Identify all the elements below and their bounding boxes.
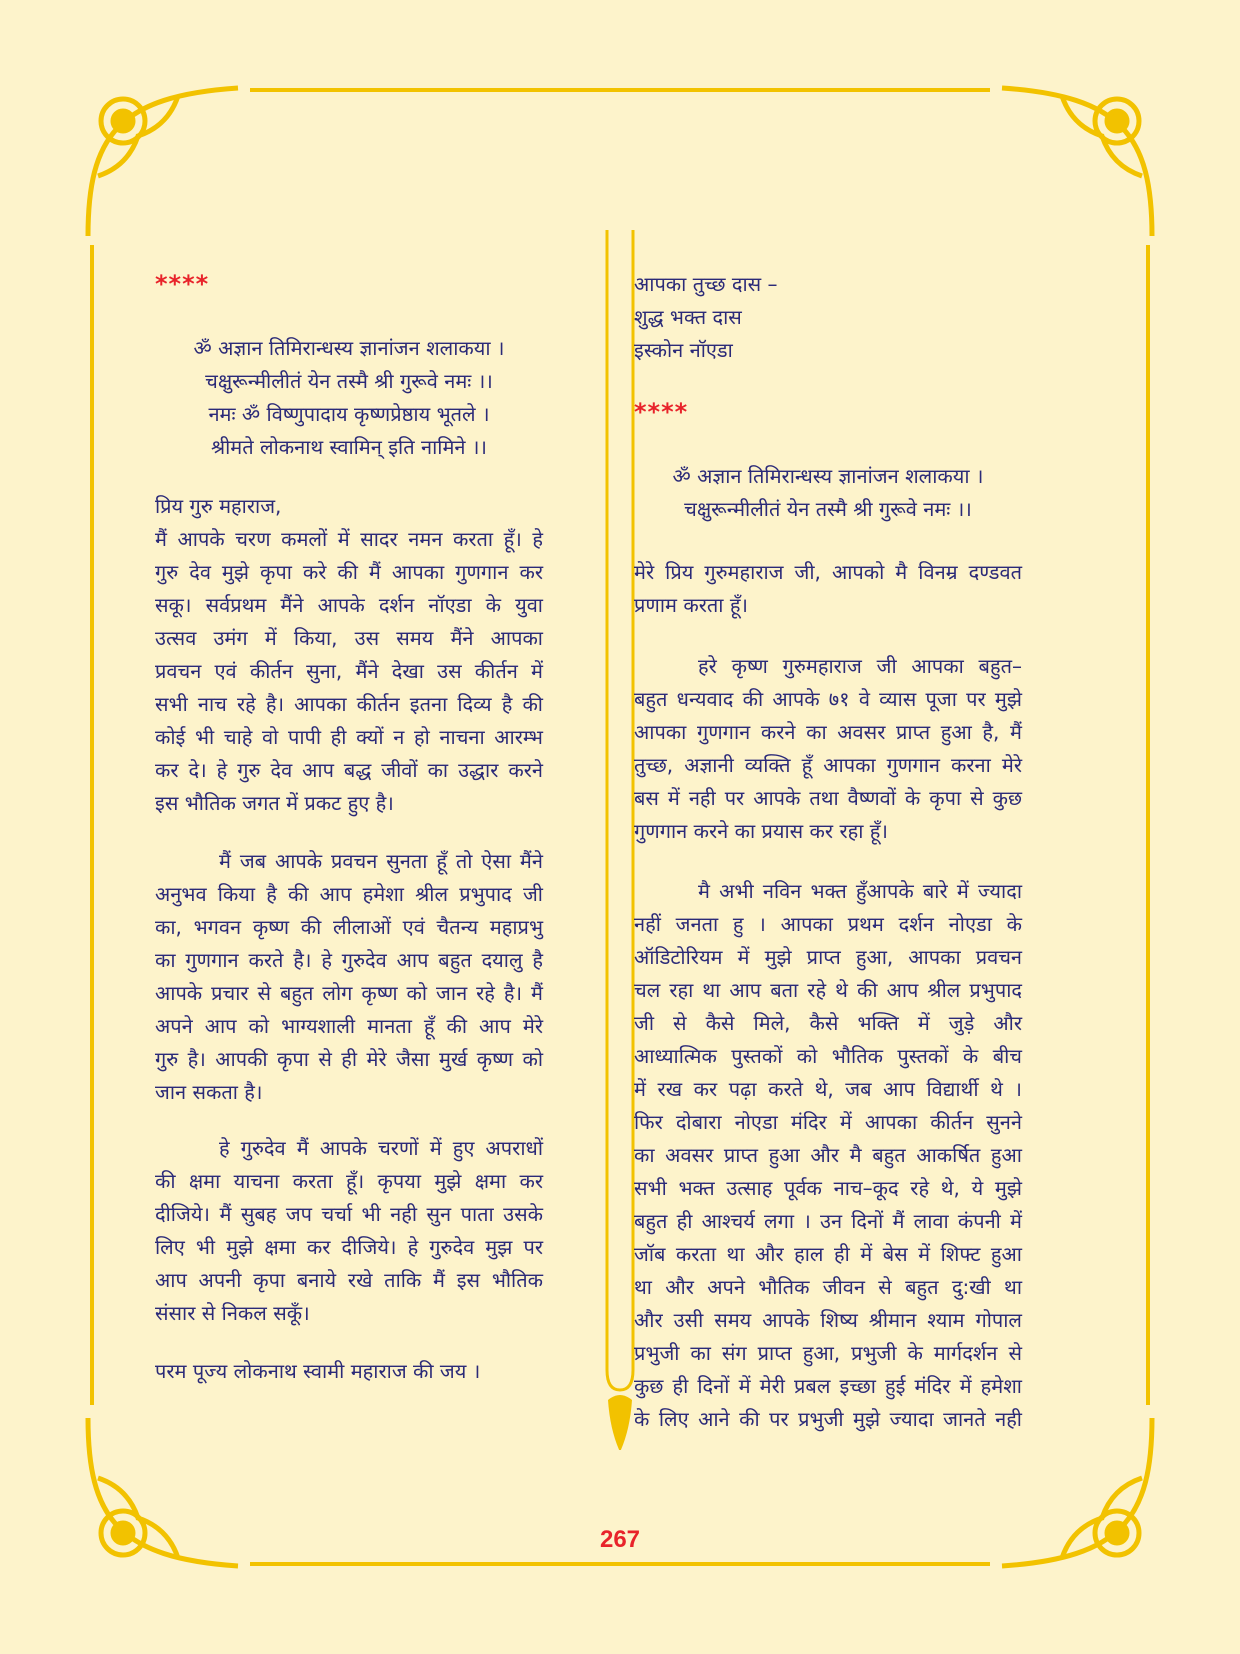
text-line: हरे कृष्ण गुरुमहाराज जी आपका बहुत– xyxy=(698,654,1022,678)
text-line: कर दे। हे गुरु देव आप बद्ध जीवों का उद्धार करने xyxy=(155,758,543,782)
text-line: ऑडिटोरियम में मुझे प्राप्त हुआ, आपका प्रवचन xyxy=(634,945,1022,969)
section-separator xyxy=(634,396,1022,429)
text-line: सभी भक्त उत्साह पूर्वक नाच–कूद रहे थे, ये मुझे xyxy=(634,1176,1022,1200)
text-line: कोई भी चाहे वो पापी ही क्यों न हो नाचना आरम्भ xyxy=(155,725,543,749)
text-line: के लिए आने की पर प्रभुजी मुझे ज्यादा जानते नही xyxy=(634,1407,1022,1431)
text-line: इस भौतिक जगत में प्रकट हुए है। xyxy=(155,791,394,815)
text-line: मैं जब आपके प्रवचन सुनता हूँ तो ऐसा मैंने xyxy=(219,849,543,873)
paragraph xyxy=(634,650,1022,848)
paragraph xyxy=(155,1355,543,1388)
text-line: अनुभव किया है की आप हमेशा श्रील प्रभुपाद जी xyxy=(155,882,543,906)
text-line: आपका तुच्छ दास – xyxy=(634,272,778,296)
text-line: चल रहा था आप बता रहे थे की आप श्रील प्रभुपाद xyxy=(634,978,1022,1002)
text-line: का अवसर प्राप्त हुआ और मै बहुत आकर्षित हुआ xyxy=(634,1143,1022,1167)
stars-separator: **** xyxy=(634,398,689,426)
text-line: था और अपने भौतिक जीवन से बहुत दु:खी था xyxy=(634,1275,1022,1299)
page-number: 267 xyxy=(599,1526,641,1553)
shloka xyxy=(634,460,1022,526)
shloka xyxy=(155,332,543,464)
corner-ornament-icon xyxy=(992,76,1162,246)
text-line: शुद्ध भक्त दास xyxy=(634,305,742,329)
text-line: संसार से निकल सकूँ। xyxy=(155,1301,310,1325)
text-line: आपका गुणगान करने का अवसर प्राप्त हुआ है, मैं xyxy=(634,720,1022,744)
text-line: जॉब करता था और हाल ही में बेस में शिफ्ट हुआ xyxy=(634,1242,1022,1266)
text-line: ॐ अज्ञान तिमिरान्धस्य ज्ञानांजन शलाकया । xyxy=(193,336,505,360)
text-line: हे गुरुदेव मैं आपके चरणों में हुए अपराधों xyxy=(219,1136,543,1160)
text-line: आध्यात्मिक पुस्तकों को भौतिक पुस्तकों के बीच xyxy=(634,1044,1022,1068)
text-line: मै अभी नविन भक्त हुँआपके बारे में ज्यादा xyxy=(698,879,1022,903)
paragraph xyxy=(634,268,1022,367)
text-line: जी से कैसे मिले, कैसे भक्ति में जुड़े और xyxy=(634,1011,1022,1035)
text-line: बहुत धन्यवाद की आपके ७१ वे व्यास पूजा पर मुझे xyxy=(634,687,1022,711)
text-line: चक्षुरून्मीलीतं येन तस्मै श्री गुरूवे नमः ।। xyxy=(205,369,493,393)
text-line: कुछ ही दिनों में मेरी प्रबल इच्छा हुई मंदिर में हमेशा xyxy=(634,1374,1022,1398)
section-separator xyxy=(155,268,543,301)
text-line: प्रवचन एवं कीर्तन सुना, मैंने देखा उस कीर्तन में xyxy=(155,659,543,683)
bottom-border xyxy=(250,1562,990,1566)
text-line: और उसी समय आपके शिष्य श्रीमान श्याम गोपाल xyxy=(634,1308,1022,1332)
paragraph xyxy=(634,875,1022,1436)
text-line: श्रीमते लोकनाथ स्वामिन् इति नामिने ।। xyxy=(210,435,488,459)
text-line: का गुणगान करते है। हे गुरुदेव आप बहुत दयालु है xyxy=(155,948,543,972)
text-line: लिए भी मुझे क्षमा कर दीजिये। हे गुरुदेव मुझ पर xyxy=(155,1235,543,1259)
text-line: अपने आप को भाग्यशाली मानता हूँ की आप मेरे xyxy=(155,1014,543,1038)
text-line: आपके प्रचार से बहुत लोग कृष्ण को जान रहे है। मैं xyxy=(155,981,543,1005)
text-line: बहुत ही आश्चर्य लगा । उन दिनों मैं लावा कंपनी में xyxy=(634,1209,1022,1233)
text-line: बस में नही पर आपके तथा वैष्णवों के कृपा से कुछ xyxy=(634,786,1022,810)
text-line: ॐ अज्ञान तिमिरान्धस्य ज्ञानांजन शलाकया । xyxy=(672,464,984,488)
text-line: नमः ॐ विष्णुपादाय कृष्णप्रेष्ठाय भूतले । xyxy=(208,402,490,426)
text-line: की क्षमा याचना करता हूँ। कृपया मुझे क्षमा कर xyxy=(155,1169,543,1193)
text-line: में रख कर पढ़ा करते थे, जब आप विद्यार्थी थे । xyxy=(634,1077,1022,1101)
text-line: गुणगान करने का प्रयास कर रहा हूँ। xyxy=(634,819,888,843)
text-line: जान सकता है। xyxy=(155,1080,263,1104)
text-line: प्रिय गुरु महाराज, xyxy=(155,494,282,518)
text-line: मैं आपके चरण कमलों में सादर नमन करता हूँ। हे xyxy=(155,527,543,551)
text-line: गुरु देव मुझे कृपा करे की मैं आपका गुणगान कर xyxy=(155,560,543,584)
text-line: गुरु है। आपकी कृपा से ही मेरे जैसा मुर्ख कृष्ण को xyxy=(155,1047,543,1071)
stars-separator: **** xyxy=(155,270,210,298)
text-line: नहीं जनता हु । आपका प्रथम दर्शन नोएडा के xyxy=(634,912,1022,936)
text-line: इस्कोन नॉएडा xyxy=(634,338,733,362)
corner-ornament-icon xyxy=(78,76,248,246)
text-line: सकू। सर्वप्रथम मैंने आपके दर्शन नॉएडा के युवा xyxy=(155,593,543,617)
left-border xyxy=(90,245,94,1405)
text-line: सभी नाच रहे है। आपका कीर्तन इतना दिव्य है की xyxy=(155,692,543,716)
paragraph xyxy=(155,490,543,820)
text-line: फिर दोबारा नोएडा मंदिर में आपका कीर्तन सुनने xyxy=(634,1110,1022,1134)
text-line: प्रणाम करता हूँ। xyxy=(634,593,749,617)
text-line: दीजिये। मैं सुबह जप चर्चा भी नही सुन पाता उसके xyxy=(155,1202,543,1226)
paragraph xyxy=(634,556,1022,622)
top-border xyxy=(250,88,990,92)
text-line: मेरे प्रिय गुरुमहाराज जी, आपको मै विनम्र दण्डवत xyxy=(634,560,1022,584)
paragraph xyxy=(155,845,543,1109)
text-line: का, भगवन कृष्ण की लीलाओं एवं चैतन्य महाप्रभु xyxy=(155,915,543,939)
right-border xyxy=(1146,245,1150,1405)
text-line: तुच्छ, अज्ञानी व्यक्ति हूँ आपका गुणगान करना मेरे xyxy=(634,753,1022,777)
paragraph xyxy=(155,1132,543,1330)
text-line: आप अपनी कृपा बनाये रखे ताकि मैं इस भौतिक xyxy=(155,1268,543,1292)
text-line: प्रभुजी का संग प्राप्त हुआ, प्रभुजी के मार्गदर्शन से xyxy=(634,1341,1022,1365)
text-line: चक्षुरून्मीलीतं येन तस्मै श्री गुरूवे नमः ।। xyxy=(684,497,972,521)
text-line: उत्सव उमंग में किया, उस समय मैंने आपका xyxy=(155,626,543,650)
text-line: परम पूज्य लोकनाथ स्वामी महाराज की जय । xyxy=(155,1359,481,1383)
